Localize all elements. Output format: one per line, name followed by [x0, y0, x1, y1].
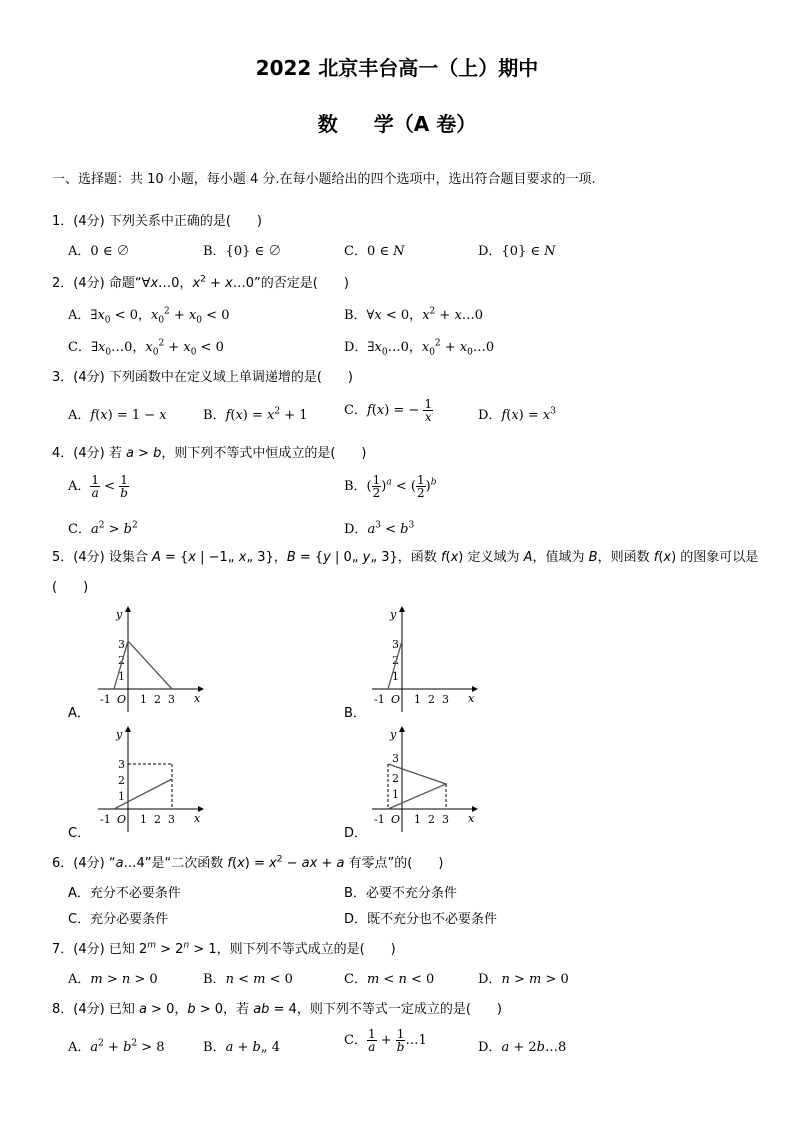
y-axis-label: y [116, 608, 123, 621]
q5-graph-a [92, 604, 212, 716]
subject-part-a: 数 [317, 112, 338, 136]
ytick-2: 2 [118, 774, 125, 787]
q6-option-a: A．充分不必要条件 [68, 886, 181, 901]
origin-label: O [117, 813, 127, 826]
q2-option-a: A．$\exists x_0 < 0$，$x_0^2 + x_0 < 0$ [68, 306, 230, 326]
tick-3: 3 [168, 813, 175, 826]
exam-title: 2022 北京丰台高一（上）期中 [255, 56, 539, 80]
ytick-1: 1 [118, 790, 125, 803]
q3-option-c: C．f(x) = − $\frac{1}{x}$ [344, 397, 433, 424]
q3-option-d: D．$f(x) = x^3$ [478, 406, 556, 423]
ytick-2: 2 [118, 654, 125, 667]
origin-label: O [391, 693, 401, 706]
origin-label: O [391, 813, 401, 826]
q7-option-a: A．m > n > 0 [68, 972, 158, 987]
x-axis-label: x [194, 812, 201, 825]
q3-option-a: A．f(x) = 1 − x [68, 408, 167, 423]
ytick-1: 1 [118, 670, 125, 683]
ytick-1: 1 [392, 788, 399, 801]
question-5-stem: 5．(4分) 设集合 A = {x | −1„ x„ 3}，B = {y | 0„ y„ 3}，函数 f(x) 定义域为 A，值域为 B，则函数 f(x) 的图象可以是 [52, 550, 759, 565]
q8-option-b: B．a + b„ 4 [203, 1040, 280, 1055]
q2-option-b: B．∀x < 0，$x^2$ + x…0 [344, 306, 484, 323]
q1-option-d: D．{0} ∈ N [478, 244, 556, 259]
question-2-stem: 2．(4分) 命题“∀x…0，$x^2$ + x…0”的否定是( ) [52, 274, 349, 291]
ytick-2: 2 [392, 654, 399, 667]
tick-1: 1 [140, 693, 147, 706]
q5-option-a-label: A． [68, 706, 90, 721]
tick-neg1: -1 [100, 693, 111, 706]
x-axis-label: x [194, 692, 201, 705]
ytick-3: 3 [118, 638, 125, 651]
q5-option-c-label: C． [68, 826, 91, 841]
y-axis-label: y [116, 728, 123, 741]
y-axis-label: y [390, 608, 397, 621]
q6-option-c: C．充分必要条件 [68, 912, 169, 927]
question-7-stem: 7．(4分) 已知 $2^m > 2^n > 1$，则下列不等式成立的是( ) [52, 940, 396, 957]
q5-graph-c [92, 724, 212, 836]
q4-option-a: A． $\frac{1}{a}$ < $\frac{1}{b}$ [68, 473, 128, 500]
tick-neg1: -1 [100, 813, 111, 826]
origin-label: O [117, 693, 127, 706]
q5-option-b-label: B． [344, 706, 366, 721]
question-1-stem: 1．(4分) 下列关系中正确的是( ) [52, 214, 262, 229]
question-3-stem: 3．(4分) 下列函数中在定义域上单调递增的是( ) [52, 370, 353, 385]
y-axis-label: y [390, 728, 397, 741]
tick-1: 1 [414, 813, 421, 826]
q5-graph-d [366, 724, 486, 836]
q8-option-d: D．a + 2b…8 [478, 1040, 567, 1055]
tick-2: 2 [428, 813, 435, 826]
q7-option-b: B．n < m < 0 [203, 972, 293, 987]
q5-option-d-label: D． [344, 826, 368, 841]
q4-option-c: C．$a^2 > b^2$ [68, 520, 138, 537]
x-axis-label: x [468, 692, 475, 705]
subject-part-b: 学（A 卷） [373, 112, 477, 136]
tick-2: 2 [428, 693, 435, 706]
tick-3: 3 [168, 693, 175, 706]
ytick-3: 3 [392, 752, 399, 765]
q2-option-d: D．$\exists x_0\dots 0$，$x_0^2$ + $x_0\dots 0$ [344, 338, 495, 358]
exam-subject [0, 108, 794, 137]
tick-3: 3 [442, 693, 449, 706]
tick-1: 1 [140, 813, 147, 826]
section-heading: 一、选择题：共 10 小题，每小题 4 分.在每小题给出的四个选项中，选出符合题目要求的一项. [52, 172, 596, 187]
ytick-1: 1 [392, 670, 399, 683]
q6-option-d: D．既不充分也不必要条件 [344, 912, 498, 927]
ytick-3: 3 [392, 638, 399, 651]
question-4-stem: 4．(4分) 若 a > b，则下列不等式中恒成立的是( ) [52, 446, 367, 461]
q8-option-a: A．$a^2 + b^2 > 8$ [68, 1038, 165, 1055]
q1-option-a: A．0 ∈ ∅ [68, 244, 130, 259]
question-8-stem: 8．(4分) 已知 a > 0，b > 0，若 ab = 4，则下列不等式一定成立的是( ) [52, 1002, 502, 1017]
q1-option-c: C．0 ∈ N [344, 244, 405, 259]
tick-1: 1 [414, 693, 421, 706]
tick-2: 2 [154, 813, 161, 826]
q5-graph-b [366, 604, 486, 716]
q7-option-c: C．m < n < 0 [344, 972, 435, 987]
question-6-stem: 6．(4分) “a…4”是“二次函数 $f(x) = x^2$ − ax + a 有零点”的( ) [52, 854, 444, 871]
q1-option-b: B．{0} ∈ ∅ [203, 244, 282, 259]
question-5-stem-cont: ( ) [52, 580, 89, 595]
q2-option-c: C．$\exists x_0\dots 0$，$x_0^2 + x_0 < 0$ [68, 338, 224, 358]
ytick-2: 2 [392, 772, 399, 785]
graph-d-curve [388, 764, 446, 809]
q4-option-d: D．$a^3 < b^3$ [344, 520, 415, 537]
q6-option-b: B．必要不充分条件 [344, 886, 457, 901]
ytick-3: 3 [118, 758, 125, 771]
q8-option-c: C． $\frac{1}{a}$ + $\frac{1}{b}$ …1 [344, 1027, 427, 1054]
x-axis-label: x [468, 812, 475, 825]
tick-2: 2 [154, 693, 161, 706]
q7-option-d: D．n > m > 0 [478, 972, 569, 987]
q3-option-b: B．$f(x) = x^2 + 1$ [203, 406, 308, 423]
tick-3: 3 [442, 813, 449, 826]
tick-neg1: -1 [374, 693, 385, 706]
q4-option-b: B．( $\frac{1}{2}$ )$^a$ < ( $\frac{1}{2}$ )$^b$ [344, 473, 437, 500]
tick-neg1: -1 [374, 813, 385, 826]
